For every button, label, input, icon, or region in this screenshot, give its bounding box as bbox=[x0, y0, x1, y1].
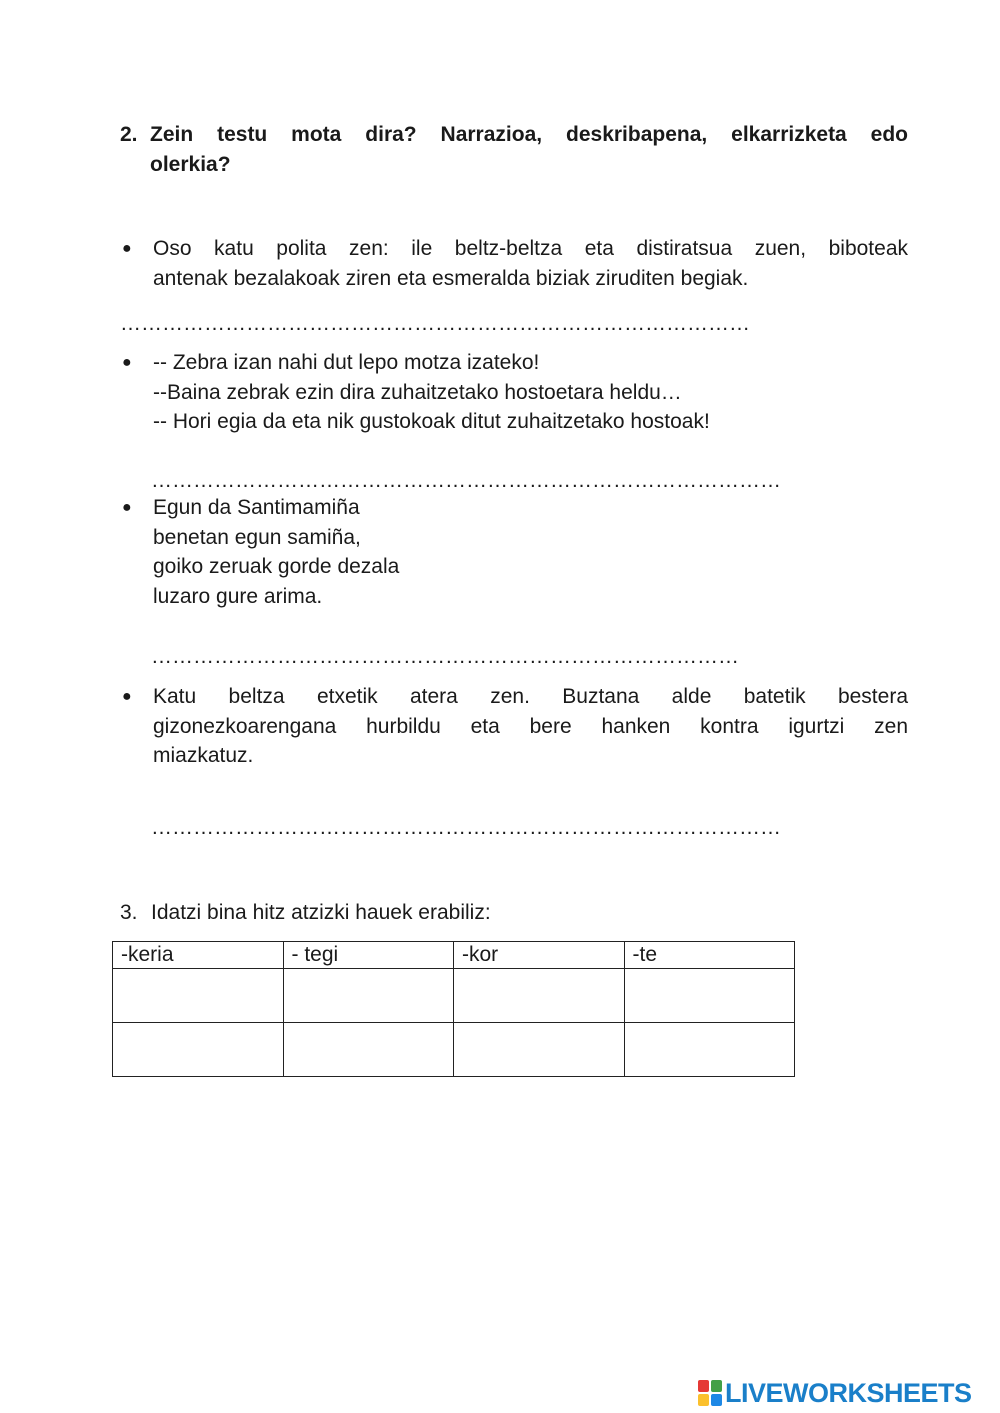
question-2-text-line1: Zein testu mota dira? Narrazioa, deskribapena, elkarrizketa edo bbox=[150, 123, 908, 146]
logo-square-green bbox=[711, 1380, 722, 1392]
text-item-3 bbox=[120, 493, 908, 611]
answer-line-1[interactable]: ……………………………………………………………………………… bbox=[120, 312, 750, 335]
item-3-line-1: Egun da Santimamiña bbox=[153, 496, 360, 519]
question-2-number: 2. bbox=[120, 123, 138, 146]
question-3-heading bbox=[120, 898, 491, 928]
logo-square-blue bbox=[711, 1394, 722, 1406]
bullet-icon: ● bbox=[122, 240, 132, 257]
answer-cell[interactable] bbox=[113, 1023, 284, 1077]
suffix-table bbox=[112, 941, 795, 1077]
item-2-line-1: -- Zebra izan nahi dut lepo motza izateko! bbox=[153, 351, 540, 374]
answer-cell[interactable] bbox=[283, 969, 454, 1023]
item-4-line-2: gizonezkoarengana hurbildu eta bere hanken kontra igurtzi zen bbox=[153, 714, 908, 738]
item-1-line-1: Oso katu polita zen: ile beltz-beltza eta distiratsua zuen, biboteak bbox=[153, 237, 908, 260]
answer-line-2[interactable]: ……………………………………………………………………………… bbox=[151, 469, 781, 492]
item-3-line-4: luzaro gure arima. bbox=[153, 584, 323, 608]
item-3-line-3: goiko zeruak gorde dezala bbox=[153, 555, 400, 578]
header-kor: -kor bbox=[454, 942, 625, 969]
answer-line-4[interactable]: ……………………………………………………………………………… bbox=[151, 816, 781, 839]
item-2-line-2: --Baina zebrak ezin dira zuhaitzetako hostoetara heldu… bbox=[153, 380, 682, 404]
logo-square-red bbox=[698, 1380, 709, 1392]
question-2-heading bbox=[120, 120, 908, 180]
answer-cell[interactable] bbox=[624, 1023, 795, 1077]
item-2-line-3: -- Hori egia da eta nik gustokoak ditut zuhaitzetako hostoak! bbox=[153, 410, 710, 433]
text-item-4 bbox=[120, 682, 908, 771]
answer-cell[interactable] bbox=[283, 1023, 454, 1077]
bullet-icon: ● bbox=[122, 499, 132, 516]
table-header-row bbox=[113, 942, 795, 969]
answer-cell[interactable] bbox=[454, 969, 625, 1023]
text-item-1 bbox=[120, 234, 908, 293]
header-tegi: - tegi bbox=[283, 942, 454, 969]
liveworksheets-logo bbox=[698, 1378, 972, 1408]
item-1-line-2: antenak bezalakoak ziren eta esmeralda biziak ziruditen begiak. bbox=[153, 266, 749, 290]
answer-cell[interactable] bbox=[454, 1023, 625, 1077]
question-3-text: Idatzi bina hitz atzizki hauek erabiliz: bbox=[151, 901, 491, 924]
item-4-line-3: miazkatuz. bbox=[153, 744, 254, 767]
liveworksheets-logo-text: LIVEWORKSHEETS bbox=[725, 1378, 972, 1408]
question-2-text-line2: olerkia? bbox=[150, 153, 231, 176]
table-row bbox=[113, 1023, 795, 1077]
item-3-line-2: benetan egun samiña, bbox=[153, 525, 361, 549]
item-4-line-1: Katu beltza etxetik atera zen. Buztana alde batetik bestera bbox=[153, 685, 908, 708]
header-te: -te bbox=[624, 942, 795, 969]
bullet-icon: ● bbox=[122, 354, 132, 371]
answer-cell[interactable] bbox=[624, 969, 795, 1023]
logo-square-yellow bbox=[698, 1394, 709, 1406]
bullet-icon: ● bbox=[122, 688, 132, 705]
header-keria: -keria bbox=[113, 942, 284, 969]
question-3-number: 3. bbox=[120, 901, 138, 924]
answer-line-3[interactable]: ………………………………………………………………………… bbox=[151, 645, 739, 668]
table-row bbox=[113, 969, 795, 1023]
text-item-2 bbox=[120, 348, 908, 437]
liveworksheets-logo-icon bbox=[698, 1380, 722, 1406]
answer-cell[interactable] bbox=[113, 969, 284, 1023]
